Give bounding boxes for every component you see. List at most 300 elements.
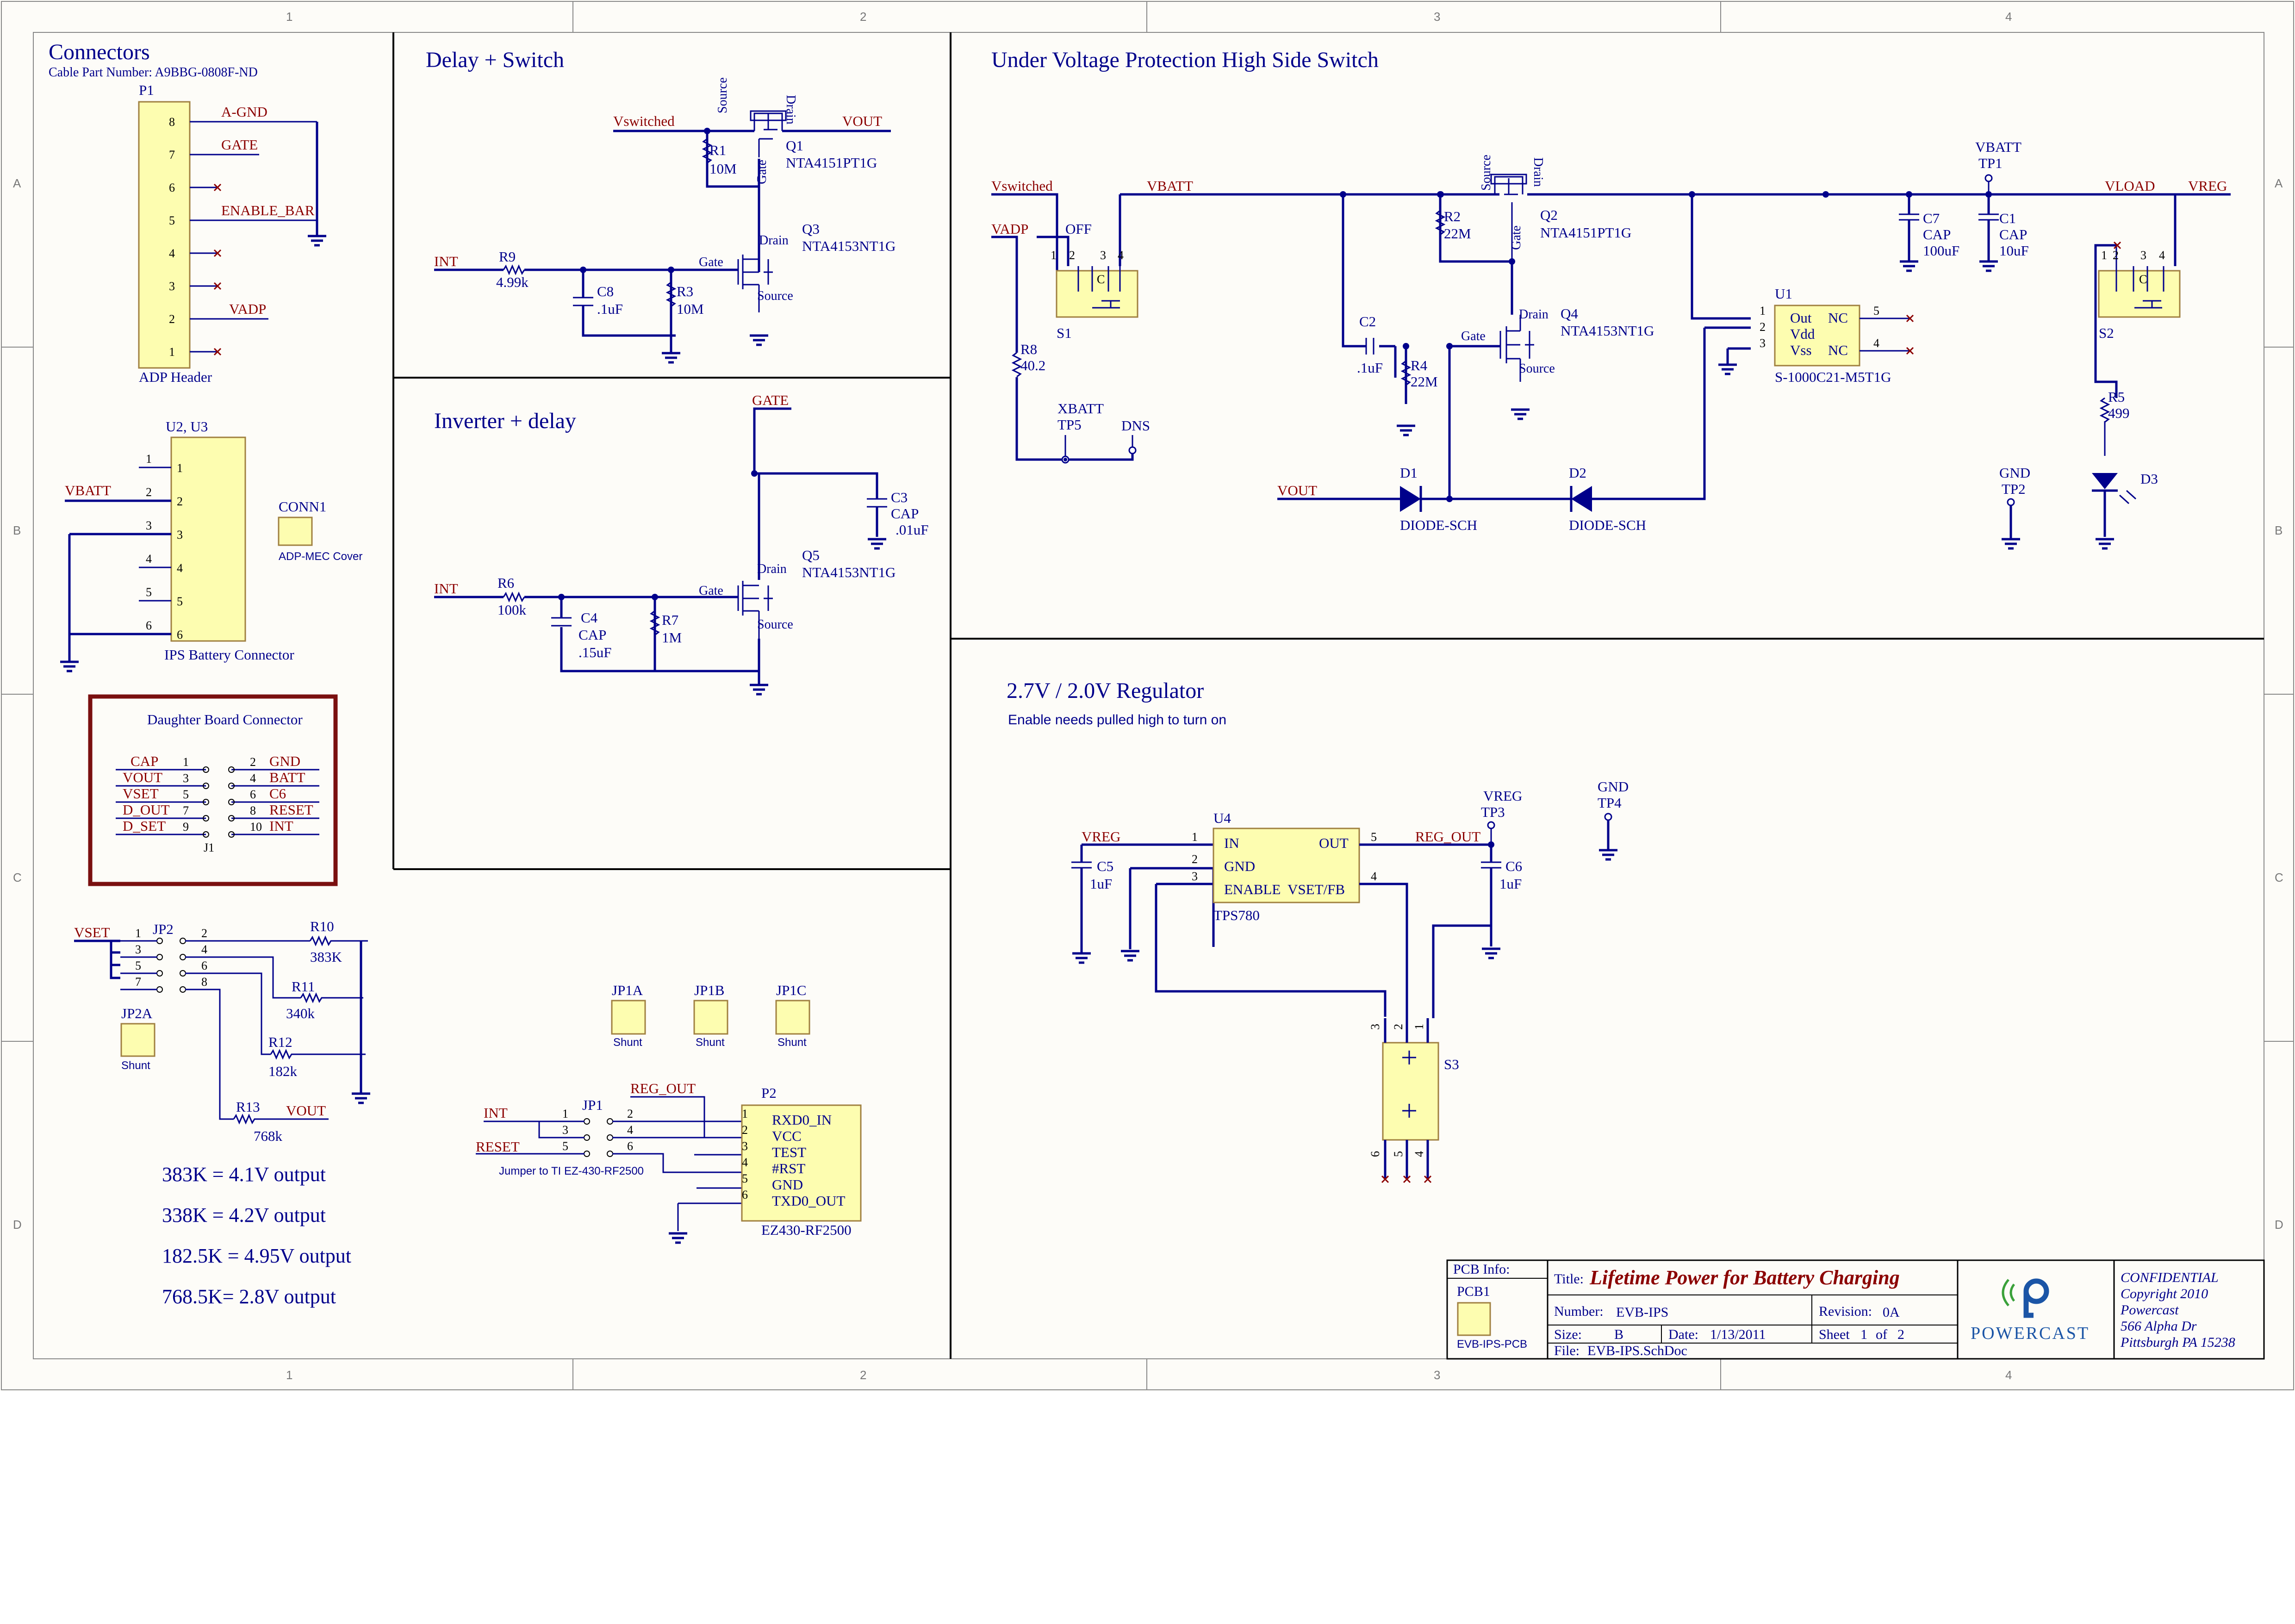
u1-part: S-1000C21-M5T1G <box>1775 369 1891 385</box>
r2-ref: R2 <box>1444 208 1461 224</box>
q1-ref: Q1 <box>786 137 803 154</box>
r5-ref: R5 <box>2108 389 2125 405</box>
jp1-pin-3: 3 <box>562 1123 568 1137</box>
q2-drain-label: Drain <box>1531 157 1545 187</box>
u4-pin-num-4: 4 <box>1371 870 1377 883</box>
c5-ref: C5 <box>1097 858 1114 874</box>
jp1-pin-5: 5 <box>562 1139 568 1153</box>
s3-pin-6: 6 <box>1368 1151 1382 1157</box>
adp-pin-5: 5 <box>169 214 175 227</box>
net-a-gnd: A-GND <box>221 104 267 120</box>
tb-title: Lifetime Power for Battery Charging <box>1590 1266 1900 1289</box>
s1-c-label: C <box>1097 273 1105 286</box>
u4-pin-gnd: GND <box>1224 858 1256 874</box>
jp1-label: Jumper to TI EZ-430-RF2500 <box>499 1165 644 1177</box>
jp2a-body <box>121 1024 155 1056</box>
jp1a-name: Shunt <box>613 1036 642 1049</box>
p2-pin-vcc: VCC <box>772 1128 802 1144</box>
net-vadp-uvp: VADP <box>991 221 1029 237</box>
c3-value: .01uF <box>896 522 929 538</box>
c1-type: CAP <box>1999 226 2028 243</box>
net-vswitched: Vswitched <box>613 113 675 129</box>
j1-pin-10: 10 <box>250 820 262 834</box>
ips-pin-num-1: 1 <box>146 452 152 466</box>
r2-value: 22M <box>1444 225 1471 242</box>
p2-pin-5: 5 <box>742 1172 748 1185</box>
jp2-ref: JP2 <box>153 921 174 937</box>
adp-pin-2: 2 <box>169 312 175 326</box>
jp1b-ref: JP1B <box>694 982 725 998</box>
grid-row-d-left: D <box>13 1218 22 1232</box>
j1-net-gnd: GND <box>269 753 301 769</box>
c8-value: .1uF <box>597 301 623 317</box>
p2-pin-6: 6 <box>742 1188 748 1201</box>
u4-ref: U4 <box>1213 810 1231 826</box>
jp2a-name: Shunt <box>121 1059 150 1072</box>
jp1b-body <box>694 1001 728 1034</box>
q2-ref: Q2 <box>1540 207 1558 223</box>
q4-source-label: Source <box>1519 361 1555 376</box>
ips-pin-num-5: 5 <box>146 585 152 599</box>
u4-pin-num-5: 5 <box>1371 830 1377 844</box>
net-int-delay: INT <box>434 253 458 269</box>
u4-pin-out: OUT <box>1319 835 1349 851</box>
p2-pin-2: 2 <box>742 1123 748 1137</box>
c3-ref: C3 <box>891 489 908 505</box>
conn1-body <box>279 517 312 545</box>
jp1-pin-4: 4 <box>627 1123 633 1137</box>
r12-value: 182k <box>268 1063 297 1079</box>
j1-net-vout: VOUT <box>123 769 163 785</box>
j1-pin-7: 7 <box>183 804 189 817</box>
r5-value: 499 <box>2108 405 2130 421</box>
s3-pin-3: 3 <box>1368 1024 1382 1030</box>
ips-pin-2: 2 <box>177 495 183 508</box>
r9-ref: R9 <box>499 249 516 265</box>
j1-pin-9: 9 <box>183 820 189 834</box>
net-vadp: VADP <box>229 301 267 317</box>
jp2-pin-3: 3 <box>135 943 141 956</box>
j1-net-reset: RESET <box>269 802 313 818</box>
net-int-inverter: INT <box>434 580 458 597</box>
q3-source-label: Source <box>757 289 793 303</box>
grid-row-a-left: A <box>13 176 21 190</box>
grid-row-c-right: C <box>2275 871 2283 884</box>
j1-net-c6: C6 <box>269 785 286 802</box>
net-reg-out: REG_OUT <box>1415 828 1481 845</box>
q3-gate-label: Gate <box>699 255 723 269</box>
net-vbatt-uvp: VBATT <box>1147 178 1193 194</box>
regulator-title: 2.7V / 2.0V Regulator <box>1007 678 1204 703</box>
c5-value: 1uF <box>1090 876 1113 892</box>
q3-drain-label: Drain <box>759 233 789 248</box>
jp1-ref: JP1 <box>582 1097 603 1113</box>
jp1a-body <box>612 1001 645 1034</box>
grid-row-b-left: B <box>13 523 21 537</box>
j1-net-d-set: D_SET <box>123 818 166 834</box>
p2-pin-4: 4 <box>742 1156 748 1169</box>
tp4-net: GND <box>1598 778 1629 795</box>
tp2-net: GND <box>1999 465 2031 481</box>
tp1-net: VBATT <box>1975 139 2021 155</box>
jp2-pin-1: 1 <box>135 927 141 940</box>
jp1a-ref: JP1A <box>612 982 643 998</box>
s3-pin-5: 5 <box>1392 1151 1405 1157</box>
delay-switch-title: Delay + Switch <box>426 48 565 72</box>
p2-pin-gnd: GND <box>772 1176 803 1193</box>
grid-row-b-right: B <box>2275 523 2283 537</box>
net-reg-out-jp1: REG_OUT <box>630 1080 696 1096</box>
q1-gate-label: Gate <box>755 160 769 184</box>
net-vreg-reg: VREG <box>1082 828 1121 845</box>
s3-pin-4: 4 <box>1412 1151 1426 1157</box>
c2-value: .1uF <box>1357 360 1383 376</box>
net-gate: GATE <box>221 137 258 153</box>
u1-pin-vss: Vss <box>1790 342 1812 358</box>
r9-value: 4.99k <box>496 274 529 290</box>
tb-title-label: Title: <box>1554 1271 1584 1287</box>
r3-ref: R3 <box>677 283 694 299</box>
r4-ref: R4 <box>1411 357 1428 373</box>
c3-type: CAP <box>891 505 919 522</box>
r13-value: 768k <box>254 1128 282 1144</box>
jp1c-name: Shunt <box>777 1036 807 1049</box>
p2-ref: P2 <box>761 1085 777 1101</box>
u1-pin-num-2: 2 <box>1760 320 1766 334</box>
p2-pin-rxd0-in: RXD0_IN <box>772 1112 832 1128</box>
r11-value: 340k <box>286 1005 315 1021</box>
q3-ref: Q3 <box>802 221 820 237</box>
r10-ref: R10 <box>310 918 334 934</box>
c7-type: CAP <box>1923 226 1951 243</box>
r7-ref: R7 <box>662 612 679 628</box>
d1-part: DIODE-SCH <box>1400 517 1478 533</box>
r12-ref: R12 <box>268 1034 292 1050</box>
s1-ref: S1 <box>1057 325 1072 341</box>
logo-wordmark: POWERCAST <box>1971 1324 2090 1343</box>
j1-pin-6: 6 <box>250 788 256 801</box>
p2-part: EZ430-RF2500 <box>761 1222 852 1238</box>
c4-ref: C4 <box>581 610 598 626</box>
u1-pin-nc-4: NC <box>1828 342 1848 358</box>
ips-pin-4: 4 <box>177 561 183 575</box>
j1-net-cap: CAP <box>131 753 159 769</box>
jp2-pin-5: 5 <box>135 959 141 972</box>
adp-pin-7: 7 <box>169 148 175 162</box>
q1-source-label: Source <box>715 77 730 113</box>
r1-value: 10M <box>709 161 737 177</box>
s3-pin-2: 2 <box>1392 1024 1405 1030</box>
adp-header-name: ADP Header <box>139 369 212 385</box>
c1-ref: C1 <box>1999 210 2016 226</box>
jp2-pin-2: 2 <box>201 927 207 940</box>
jp1-pin-6: 6 <box>627 1139 633 1153</box>
adp-header-body <box>139 102 190 368</box>
tb-copyright: Copyright 2010 <box>2121 1286 2208 1301</box>
j1-pin-1: 1 <box>183 755 189 769</box>
grid-row-a-right: A <box>2275 176 2283 190</box>
jp1c-body <box>776 1001 809 1034</box>
jp1c-ref: JP1C <box>776 982 807 998</box>
inverter-delay-title: Inverter + delay <box>434 409 576 433</box>
s1-pin-1: 1 <box>1051 249 1057 262</box>
j1-pin-4: 4 <box>250 772 256 785</box>
u1-pin-nc-5: NC <box>1828 310 1848 326</box>
c8-ref: C8 <box>597 283 614 299</box>
grid-col-4-top: 4 <box>2005 10 2012 24</box>
j1-net-int: INT <box>269 818 293 834</box>
j1-net-d-out: D_OUT <box>123 802 170 818</box>
c6-ref: C6 <box>1505 858 1523 874</box>
adp-pin-1: 1 <box>169 345 175 359</box>
net-reset-jp1: RESET <box>476 1139 520 1155</box>
u4-pin-num-2: 2 <box>1192 852 1198 866</box>
jp1-pin-2: 2 <box>627 1107 633 1120</box>
q4-ref: Q4 <box>1561 305 1578 322</box>
adp-pin-3: 3 <box>169 280 175 293</box>
ips-pin-6: 6 <box>177 628 183 641</box>
tb-sheet-number: 1 <box>1860 1327 1867 1342</box>
net-int-jp1: INT <box>484 1105 508 1121</box>
u4-pin-vset-fb: VSET/FB <box>1287 881 1345 897</box>
q4-gate-label: Gate <box>1461 329 1486 343</box>
tp3-ref: TP3 <box>1481 804 1505 820</box>
output-note-4: 768.5K= 2.8V output <box>162 1285 336 1308</box>
jp2-pin-8: 8 <box>201 975 207 989</box>
tb-number-label: Number: <box>1554 1304 1604 1319</box>
d1-ref: D1 <box>1400 465 1418 481</box>
j1-ref: J1 <box>204 841 215 854</box>
conn1-name: ADP-MEC Cover <box>279 550 363 563</box>
net-vreg-uvp: VREG <box>2188 178 2227 194</box>
p2-pin-1: 1 <box>742 1107 748 1120</box>
net-vset-jp2: VSET <box>74 924 110 940</box>
s1-pin-3: 3 <box>1100 249 1106 262</box>
j1-pin-3: 3 <box>183 772 189 785</box>
ips-name: IPS Battery Connector <box>164 647 294 663</box>
q2-source-label: Source <box>1479 155 1493 191</box>
c6-value: 1uF <box>1499 876 1522 892</box>
u4-pin-num-1: 1 <box>1192 830 1198 844</box>
s3-ref: S3 <box>1444 1056 1459 1072</box>
ips-ref: U2, U3 <box>166 418 208 435</box>
q5-source-label: Source <box>757 617 793 632</box>
tp2-ref: TP2 <box>2002 481 2026 497</box>
grid-col-3-top: 3 <box>1434 10 1441 24</box>
ips-pin-5: 5 <box>177 595 183 608</box>
ips-pin-num-3: 3 <box>146 519 152 532</box>
j1-net-batt: BATT <box>269 769 305 785</box>
s2-c-label: C <box>2139 273 2147 286</box>
u4-pin-enable: ENABLE <box>1224 881 1281 897</box>
p2-pin-test: TEST <box>772 1144 807 1160</box>
c4-type: CAP <box>578 627 607 643</box>
u1-pin-vdd: Vdd <box>1790 326 1815 342</box>
jp2a-ref: JP2A <box>121 1005 153 1021</box>
c7-ref: C7 <box>1923 210 1940 226</box>
r7-value: 1M <box>662 629 682 646</box>
net-enable-bar: ENABLE_BAR <box>221 202 315 218</box>
u1-pin-out: Out <box>1790 310 1812 326</box>
output-note-2: 338K = 4.2V output <box>162 1204 326 1226</box>
tb-sheet-of: of <box>1876 1327 1887 1342</box>
tb-confidential: CONFIDENTIAL <box>2121 1270 2219 1285</box>
grid-col-4-bottom: 4 <box>2005 1368 2012 1382</box>
title-block <box>1447 1260 2264 1359</box>
regulator-note: Enable needs pulled high to turn on <box>1008 712 1227 728</box>
q1-part: NTA4151PT1G <box>786 155 877 171</box>
grid-col-3-bottom: 3 <box>1434 1368 1441 1382</box>
grid-col-1-bottom: 1 <box>286 1368 293 1382</box>
jp1b-name: Shunt <box>696 1036 725 1049</box>
s2-ref: S2 <box>2099 325 2114 341</box>
jp2-pin-7: 7 <box>135 975 141 989</box>
r3-value: 10M <box>677 301 704 317</box>
p2-pin-txd0-out: TXD0_OUT <box>772 1193 846 1209</box>
q5-part: NTA4153NT1G <box>802 564 896 580</box>
q5-ref: Q5 <box>802 547 820 563</box>
q3-part: NTA4153NT1G <box>802 238 896 254</box>
tb-company: Powercast <box>2121 1302 2179 1318</box>
net-vbatt-ips: VBATT <box>65 482 111 498</box>
net-vout-jp2: VOUT <box>286 1102 326 1119</box>
uvp-title: Under Voltage Protection High Side Switch <box>991 48 1379 72</box>
r8-value: 40.2 <box>1020 357 1046 373</box>
d2-part: DIODE-SCH <box>1569 517 1647 533</box>
q2-gate-label: Gate <box>1509 225 1524 250</box>
tb-sheet-count: 2 <box>1897 1327 1904 1342</box>
dns-label: DNS <box>1121 417 1151 434</box>
s2-pin-3: 3 <box>2140 249 2146 262</box>
p2-pin-3: 3 <box>742 1139 748 1153</box>
p2-pin-rst: #RST <box>772 1160 806 1176</box>
q4-drain-label: Drain <box>1519 307 1549 322</box>
ips-pin-num-2: 2 <box>146 485 152 499</box>
net-vload: VLOAD <box>2105 178 2155 194</box>
net-vswitched-uvp: Vswitched <box>991 178 1053 194</box>
conn1-ref: CONN1 <box>279 498 327 515</box>
s2-pin-4: 4 <box>2159 249 2165 262</box>
tb-revision-label: Revision: <box>1819 1304 1872 1319</box>
s1-pin-4: 4 <box>1118 249 1124 262</box>
adp-header-ref: P1 <box>139 82 154 98</box>
u1-pin-num-5: 5 <box>1873 304 1879 317</box>
grid-row-d-right: D <box>2275 1218 2283 1232</box>
tb-pcb-name: EVB-IPS-PCB <box>1457 1338 1528 1350</box>
tp3-net: VREG <box>1483 788 1523 804</box>
net-gate-inverter: GATE <box>752 392 789 408</box>
s3-pin-1: 1 <box>1412 1024 1426 1030</box>
r8-ref: R8 <box>1020 341 1038 357</box>
r10-value: 383K <box>310 949 342 965</box>
s1-pin-2: 2 <box>1069 249 1075 262</box>
r6-ref: R6 <box>498 575 515 591</box>
tb-file-label: File: <box>1554 1343 1580 1358</box>
tp4-ref: TP4 <box>1598 795 1622 811</box>
tp1-ref: TP1 <box>1978 155 2003 171</box>
tb-address-2: Pittsburgh PA 15238 <box>2121 1335 2235 1350</box>
grid-col-2-bottom: 2 <box>860 1368 867 1382</box>
c7-value: 100uF <box>1923 243 1960 259</box>
j1-pin-2: 2 <box>250 755 256 769</box>
q4-part: NTA4153NT1G <box>1561 323 1654 339</box>
q1-drain-label: Drain <box>784 95 798 124</box>
u1-pin-num-4: 4 <box>1873 336 1879 350</box>
r4-value: 22M <box>1411 373 1438 390</box>
tb-address-1: 566 Alpha Dr <box>2121 1319 2197 1334</box>
c4-value: .15uF <box>578 644 612 660</box>
grid-row-c-left: C <box>13 871 22 884</box>
ips-pin-num-6: 6 <box>146 619 152 632</box>
net-vout-uvp: VOUT <box>1277 482 1318 498</box>
jp2-pin-6: 6 <box>201 959 207 972</box>
q2-part: NTA4151PT1G <box>1540 224 1632 241</box>
r11-ref: R11 <box>292 978 315 995</box>
c1-value: 10uF <box>1999 243 2029 259</box>
adp-pin-6: 6 <box>169 181 175 194</box>
u1-pin-num-3: 3 <box>1760 336 1766 350</box>
tb-pcb-info-label: PCB Info: <box>1453 1262 1510 1277</box>
tb-pcb-ref: PCB1 <box>1457 1284 1490 1299</box>
d2-ref: D2 <box>1569 465 1586 481</box>
off-label: OFF <box>1065 221 1092 237</box>
j1-net-vset: VSET <box>123 785 159 802</box>
u4-pin-num-3: 3 <box>1192 870 1198 883</box>
ips-pin-num-4: 4 <box>146 552 152 566</box>
tb-pcb-body <box>1458 1303 1490 1335</box>
d3-ref: D3 <box>2140 471 2158 487</box>
output-note-3: 182.5K = 4.95V output <box>162 1244 352 1267</box>
ips-pin-1: 1 <box>177 461 183 475</box>
daughter-board-title: Daughter Board Connector <box>147 711 303 728</box>
adp-pin-4: 4 <box>169 247 175 260</box>
r13-ref: R13 <box>236 1099 260 1115</box>
jp1-pin-1: 1 <box>562 1107 568 1120</box>
jp2-pin-4: 4 <box>201 943 207 956</box>
tb-file: EVB-IPS.SchDoc <box>1587 1343 1687 1358</box>
tb-date-label: Date: <box>1668 1327 1698 1342</box>
net-vout-q1: VOUT <box>842 113 883 129</box>
r6-value: 100k <box>498 602 526 618</box>
connectors-title: Connectors <box>49 40 150 64</box>
r1-ref: R1 <box>709 142 727 158</box>
tb-sheet-label: Sheet <box>1819 1327 1850 1342</box>
tb-size: B <box>1614 1327 1624 1342</box>
cable-part-number: Cable Part Number: A9BBG-0808F-ND <box>49 65 258 80</box>
q5-drain-label: Drain <box>757 562 787 576</box>
grid-col-2-top: 2 <box>860 10 867 24</box>
output-note-1: 383K = 4.1V output <box>162 1163 326 1186</box>
tp5-ref: TP5 <box>1057 417 1082 433</box>
u1-pin-num-1: 1 <box>1760 304 1766 317</box>
u1-ref: U1 <box>1775 286 1792 302</box>
ips-pin-3: 3 <box>177 528 183 541</box>
tb-size-label: Size: <box>1554 1327 1582 1342</box>
grid-col-1-top: 1 <box>286 10 293 24</box>
s2-pin-1: 1 <box>2101 249 2107 262</box>
c2-ref: C2 <box>1359 313 1376 330</box>
u4-part: TPS780 <box>1213 907 1260 923</box>
tb-date: 1/13/2011 <box>1710 1327 1766 1342</box>
j1-pin-8: 8 <box>250 804 256 817</box>
j1-pin-5: 5 <box>183 788 189 801</box>
tb-revision: 0A <box>1883 1305 1900 1320</box>
q5-gate-label: Gate <box>699 584 723 598</box>
s2-pin-2: 2 <box>2113 249 2119 262</box>
u4-pin-in: IN <box>1224 835 1239 851</box>
adp-pin-8: 8 <box>169 115 175 129</box>
tp5-net: XBATT <box>1057 400 1104 417</box>
